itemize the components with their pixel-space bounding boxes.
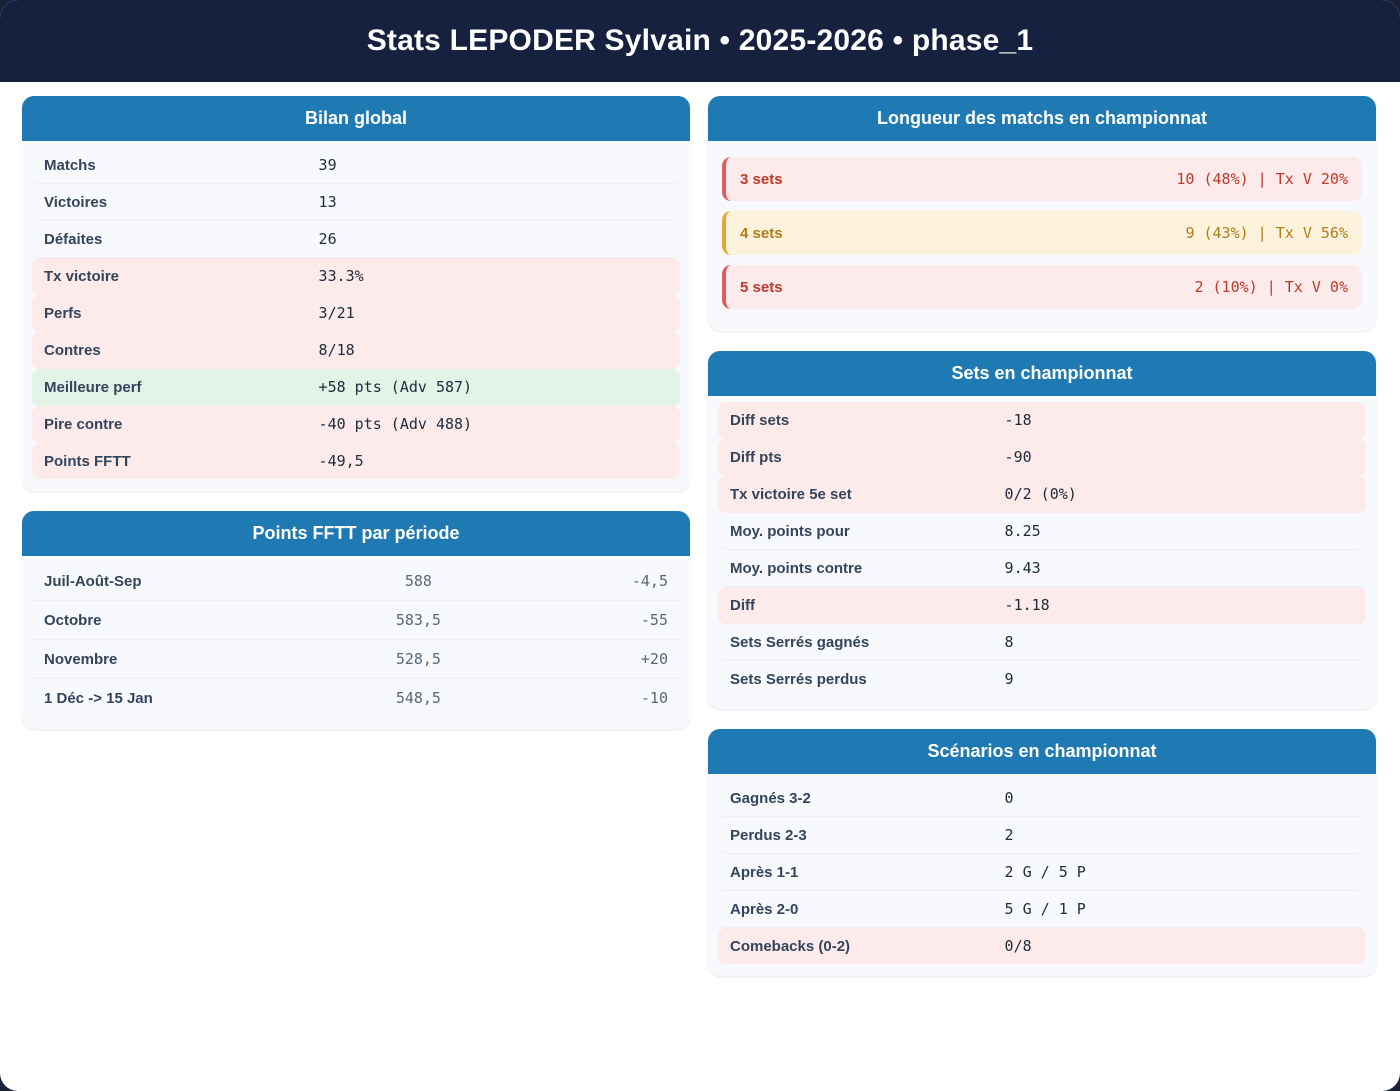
table-row (718, 550, 1366, 587)
table-row (32, 147, 680, 184)
table-row (718, 476, 1366, 513)
left-column (22, 96, 690, 996)
row-label: Meilleure perf (44, 378, 142, 396)
table-row (718, 624, 1366, 661)
row-value: +58 pts (Adv 587) (318, 378, 473, 396)
table-row (718, 928, 1366, 964)
card-body-sets-championnat (708, 396, 1376, 709)
row-points: 548,5 (395, 689, 441, 707)
row-label: Après 2-0 (730, 900, 799, 918)
table-row (32, 258, 680, 295)
table-row (32, 406, 680, 443)
row-label: Victoires (44, 193, 108, 211)
table-row (32, 295, 680, 332)
card-title-scenarios-championnat: Scénarios en championnat (708, 729, 1376, 774)
row-label: Tx victoire 5e set (730, 485, 852, 503)
row-value: -18 (1004, 411, 1032, 429)
row-value: 0 (1004, 789, 1014, 807)
row-label: Novembre (44, 650, 118, 668)
card-body-bilan-global (22, 141, 690, 491)
row-value: 2 G / 5 P (1004, 863, 1086, 881)
row-label: 4 sets (740, 224, 783, 242)
row-label: Perfs (44, 304, 82, 322)
row-label: Sets Serrés perdus (730, 670, 867, 688)
row-label: Diff pts (730, 448, 782, 466)
card-body-points-fftt-periode (22, 556, 690, 729)
row-value: 9 (43%) | Tx V 56% (1185, 224, 1348, 242)
row-label: Moy. points pour (730, 522, 850, 540)
row-points: 588 (404, 572, 432, 590)
row-label: Tx victoire (44, 267, 120, 285)
table-row (718, 891, 1366, 928)
row-delta: +20 (640, 650, 668, 668)
row-label: Défaites (44, 230, 103, 248)
row-value: 2 (1004, 826, 1014, 844)
table-row (718, 854, 1366, 891)
table-row (32, 679, 680, 717)
card-title-sets-championnat: Sets en championnat (708, 351, 1376, 396)
row-label: Gagnés 3-2 (730, 789, 811, 807)
row-value: 2 (10%) | Tx V 0% (1194, 278, 1348, 296)
row-label: Juil-Août-Sep (44, 572, 142, 590)
row-label: Perdus 2-3 (730, 826, 807, 844)
row-value: -1.18 (1004, 596, 1050, 614)
row-value: 3/21 (318, 304, 355, 322)
row-label: Sets Serrés gagnés (730, 633, 870, 651)
row-label: Matchs (44, 156, 96, 174)
card-title-bilan-global: Bilan global (22, 96, 690, 141)
table-row (32, 221, 680, 258)
row-label: 5 sets (740, 278, 783, 296)
row-value: 9.43 (1004, 559, 1041, 577)
row-label: Comebacks (0-2) (730, 937, 851, 955)
row-points: 528,5 (395, 650, 441, 668)
table-row (718, 513, 1366, 550)
card-bilan-global (22, 96, 690, 491)
table-row (718, 661, 1366, 697)
list-item (722, 211, 1362, 255)
table-row (32, 184, 680, 221)
row-delta: -10 (640, 689, 668, 707)
row-label: Contres (44, 341, 101, 359)
row-value: -40 pts (Adv 488) (318, 415, 473, 433)
card-scenarios-championnat (708, 729, 1376, 976)
card-body-longueur-matchs (708, 141, 1376, 331)
row-value: 33.3% (318, 267, 364, 285)
row-value: -49,5 (318, 452, 364, 470)
card-longueur-matchs (708, 96, 1376, 331)
table-row (718, 780, 1366, 817)
row-label: Moy. points contre (730, 559, 863, 577)
list-item (722, 265, 1362, 309)
row-value: 26 (318, 230, 337, 248)
table-row (32, 601, 680, 640)
table-row (718, 817, 1366, 854)
row-label: 3 sets (740, 170, 783, 188)
card-title-longueur-matchs: Longueur des matchs en championnat (708, 96, 1376, 141)
row-value: 8/18 (318, 341, 355, 359)
row-label: 1 Déc -> 15 Jan (44, 689, 153, 707)
row-label: Diff (730, 596, 755, 614)
card-title-points-fftt-periode: Points FFTT par période (22, 511, 690, 556)
table-row (32, 562, 680, 601)
table-row (718, 587, 1366, 624)
row-value: 5 G / 1 P (1004, 900, 1086, 918)
row-delta: -55 (640, 611, 668, 629)
row-label: Diff sets (730, 411, 790, 429)
row-delta: -4,5 (631, 572, 668, 590)
list-item (722, 157, 1362, 201)
table-row (718, 402, 1366, 439)
card-points-fftt-periode (22, 511, 690, 729)
table-row (32, 640, 680, 679)
table-row (32, 369, 680, 406)
row-value: 8.25 (1004, 522, 1041, 540)
row-value: 0/2 (0%) (1004, 485, 1077, 503)
row-label: Octobre (44, 611, 102, 629)
row-value: 0/8 (1004, 937, 1032, 955)
row-label: Après 1-1 (730, 863, 799, 881)
row-value: 8 (1004, 633, 1014, 651)
table-row (718, 439, 1366, 476)
right-column (708, 96, 1376, 996)
card-sets-championnat (708, 351, 1376, 709)
card-body-scenarios-championnat (708, 774, 1376, 976)
row-value: -90 (1004, 448, 1032, 466)
table-row (32, 332, 680, 369)
row-points: 583,5 (395, 611, 441, 629)
row-label: Points FFTT (44, 452, 131, 470)
row-value: 9 (1004, 670, 1014, 688)
row-label: Pire contre (44, 415, 123, 433)
table-row (32, 443, 680, 479)
row-value: 10 (48%) | Tx V 20% (1176, 170, 1348, 188)
title-bar (0, 0, 1400, 82)
content-area (0, 82, 1400, 1016)
row-value: 13 (318, 193, 337, 211)
row-value: 39 (318, 156, 337, 174)
page-title: Stats LEPODER Sylvain • 2025-2026 • phase_1 (366, 24, 1034, 57)
